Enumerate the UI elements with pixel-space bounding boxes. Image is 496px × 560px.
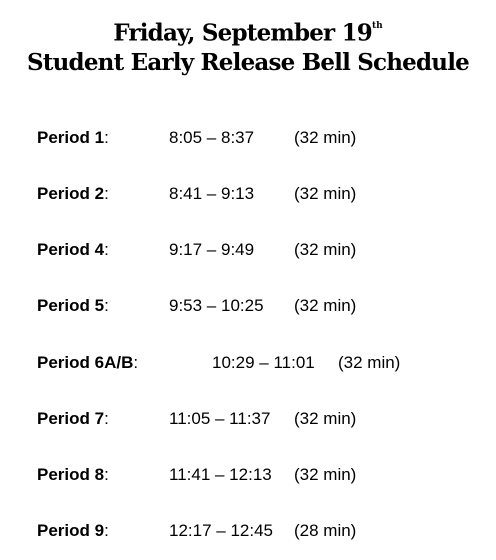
period-duration: (28 min) (294, 521, 357, 540)
period-duration: (32 min) (294, 409, 357, 428)
schedule-title-date (0, 15, 496, 49)
period-time: 8:05 – 8:37 (169, 128, 255, 147)
period-time: 9:17 – 9:49 (169, 240, 255, 259)
title-date-suffix: th (372, 21, 383, 31)
schedule-row-period-1 (0, 127, 496, 149)
period-label: Period 1: (37, 128, 109, 147)
schedule-row-period-2 (0, 183, 496, 205)
schedule-row-period-8 (0, 464, 496, 486)
schedule-row-period-5 (0, 295, 496, 317)
period-label: Period 6A/B: (37, 353, 139, 372)
schedule-title: Student Early Release Bell Schedule (27, 49, 469, 76)
period-time: 8:41 – 9:13 (169, 184, 255, 203)
schedule-row-period-6ab (0, 352, 496, 374)
period-label: Period 4: (37, 240, 109, 259)
period-label: Period 5: (37, 296, 109, 315)
period-duration: (32 min) (294, 465, 357, 484)
period-duration: (32 min) (294, 184, 357, 203)
period-time: 10:29 – 11:01 (212, 353, 315, 372)
period-duration: (32 min) (338, 353, 401, 372)
period-time: 9:53 – 10:25 (169, 296, 264, 315)
period-time: 12:17 – 12:45 (169, 521, 273, 540)
schedule-row-period-4 (0, 239, 496, 261)
period-label: Period 7: (37, 409, 109, 428)
period-label: Period 9: (37, 521, 109, 540)
schedule-row-period-7 (0, 408, 496, 430)
period-label: Period 8: (37, 465, 109, 484)
period-label: Period 2: (37, 184, 109, 203)
period-duration: (32 min) (294, 128, 357, 147)
period-time: 11:05 – 11:37 (169, 409, 271, 428)
period-time: 11:41 – 12:13 (169, 465, 272, 484)
title-date-text: Friday, September 19 (113, 19, 372, 47)
schedule-row-period-9 (0, 520, 496, 542)
period-duration: (32 min) (294, 296, 357, 315)
period-duration: (32 min) (294, 240, 357, 259)
